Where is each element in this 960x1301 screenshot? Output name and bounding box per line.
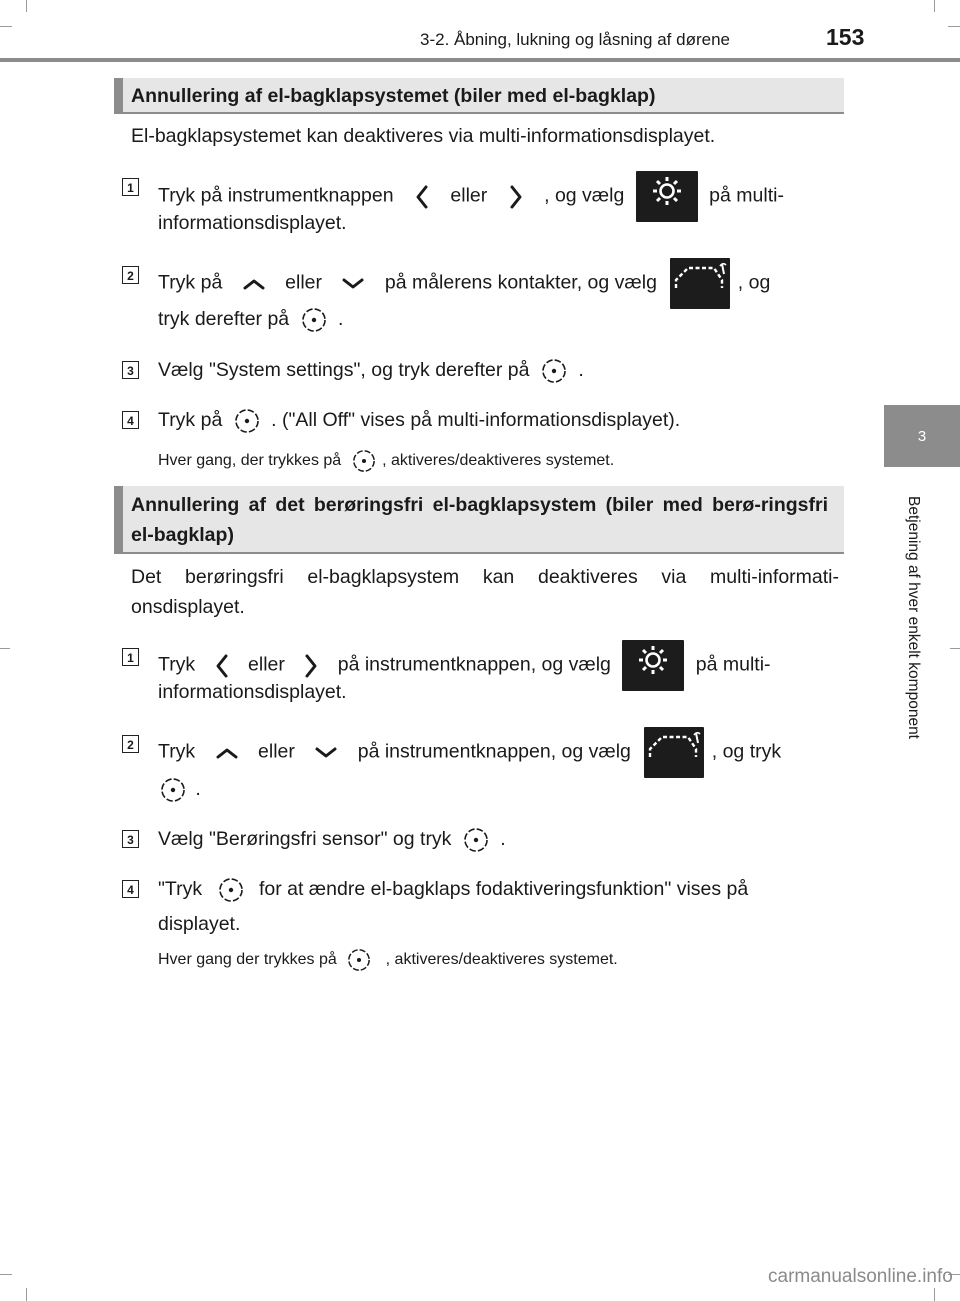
- section-intro: Det berøringsfri el-bagklapsystem kan deaktiveres via multi-informati-onsdisplayet.: [131, 566, 839, 618]
- crop-mark: [934, 0, 935, 12]
- step-continuation: .: [158, 772, 838, 806]
- crop-mark: [0, 648, 10, 649]
- ok-button-icon: [347, 948, 371, 972]
- step: Tryk eller på instrumentknappen, og vælg , og tryk: [158, 727, 838, 778]
- step-continuation: informationsdisplayet.: [158, 681, 347, 703]
- crop-mark: [26, 1288, 27, 1301]
- step: Tryk eller på instrumentknappen, og vælg på multi-: [158, 640, 838, 691]
- step: Vælg "System settings", og tryk derefter på .: [158, 353, 838, 387]
- crop-mark: [948, 26, 960, 27]
- ok-button-icon: [234, 408, 260, 434]
- section-intro: El-bagklapsystemet kan deaktiveres via multi-informationsdisplayet.: [131, 125, 716, 147]
- step: Vælg "Berøringsfri sensor" og tryk .: [158, 822, 838, 856]
- header-section-title: 3-2. Åbning, lukning og låsning af dørene: [420, 30, 730, 49]
- chapter-tab: [884, 405, 960, 467]
- chevron-up-icon: [242, 277, 266, 291]
- step-continuation: tryk derefter på .: [158, 302, 838, 336]
- ok-button-icon: [160, 777, 186, 803]
- crop-mark: [934, 1288, 935, 1301]
- step-continuation: displayet.: [158, 913, 241, 935]
- chapter-title-vertical: [904, 496, 924, 816]
- section-heading: Annullering af el-bagklapsystemet (biler med el-bagklap): [114, 78, 844, 114]
- footer-watermark: carmanualsonline.info: [768, 1266, 953, 1287]
- step-number: 2: [122, 266, 139, 284]
- chevron-down-icon: [341, 277, 365, 291]
- step-number: 4: [122, 880, 139, 898]
- ok-button-icon: [301, 307, 327, 333]
- ok-button-icon: [352, 449, 376, 473]
- crop-mark: [0, 1274, 12, 1275]
- step-number: 4: [122, 411, 139, 429]
- ok-button-icon: [541, 358, 567, 384]
- ok-button-icon: [218, 877, 244, 903]
- chevron-down-icon: [314, 746, 338, 760]
- chevron-up-icon: [215, 746, 239, 760]
- step-number: 1: [122, 178, 139, 196]
- step: "Tryk for at ændre el-bagklaps fodaktiveringsfunktion" vises på: [158, 872, 838, 906]
- step-continuation: informationsdisplayet.: [158, 212, 347, 234]
- page-number: 153: [826, 24, 865, 50]
- step: Tryk på eller på målerens kontakter, og vælg , og: [158, 258, 838, 309]
- step-number: 2: [122, 735, 139, 753]
- crop-mark: [0, 26, 12, 27]
- step: Tryk på instrumentknappen eller , og vælg på multi-: [158, 171, 838, 222]
- section-heading: Annullering af det berøringsfri el-bagklapsystem (biler med berø-ringsfri el-bagklap): [114, 486, 844, 554]
- note: Hver gang der trykkes på , aktiveres/deaktiveres systemet.: [158, 948, 618, 972]
- crop-mark: [950, 648, 960, 649]
- step-number: 3: [122, 361, 139, 379]
- step-number: 3: [122, 830, 139, 848]
- chapter-title: Betjening af hver enkelt komponent: [905, 496, 922, 739]
- car-tailgate-icon: [644, 727, 704, 778]
- crop-mark: [26, 0, 27, 12]
- step-number: 1: [122, 648, 139, 666]
- ok-button-icon: [463, 827, 489, 853]
- header-rule: [0, 58, 960, 62]
- note: Hver gang, der trykkes på , aktiveres/deaktiveres systemet.: [158, 449, 614, 473]
- step: Tryk på . ("All Off" vises på multi-informationsdisplayet).: [158, 403, 838, 437]
- chapter-number: 3: [917, 427, 927, 445]
